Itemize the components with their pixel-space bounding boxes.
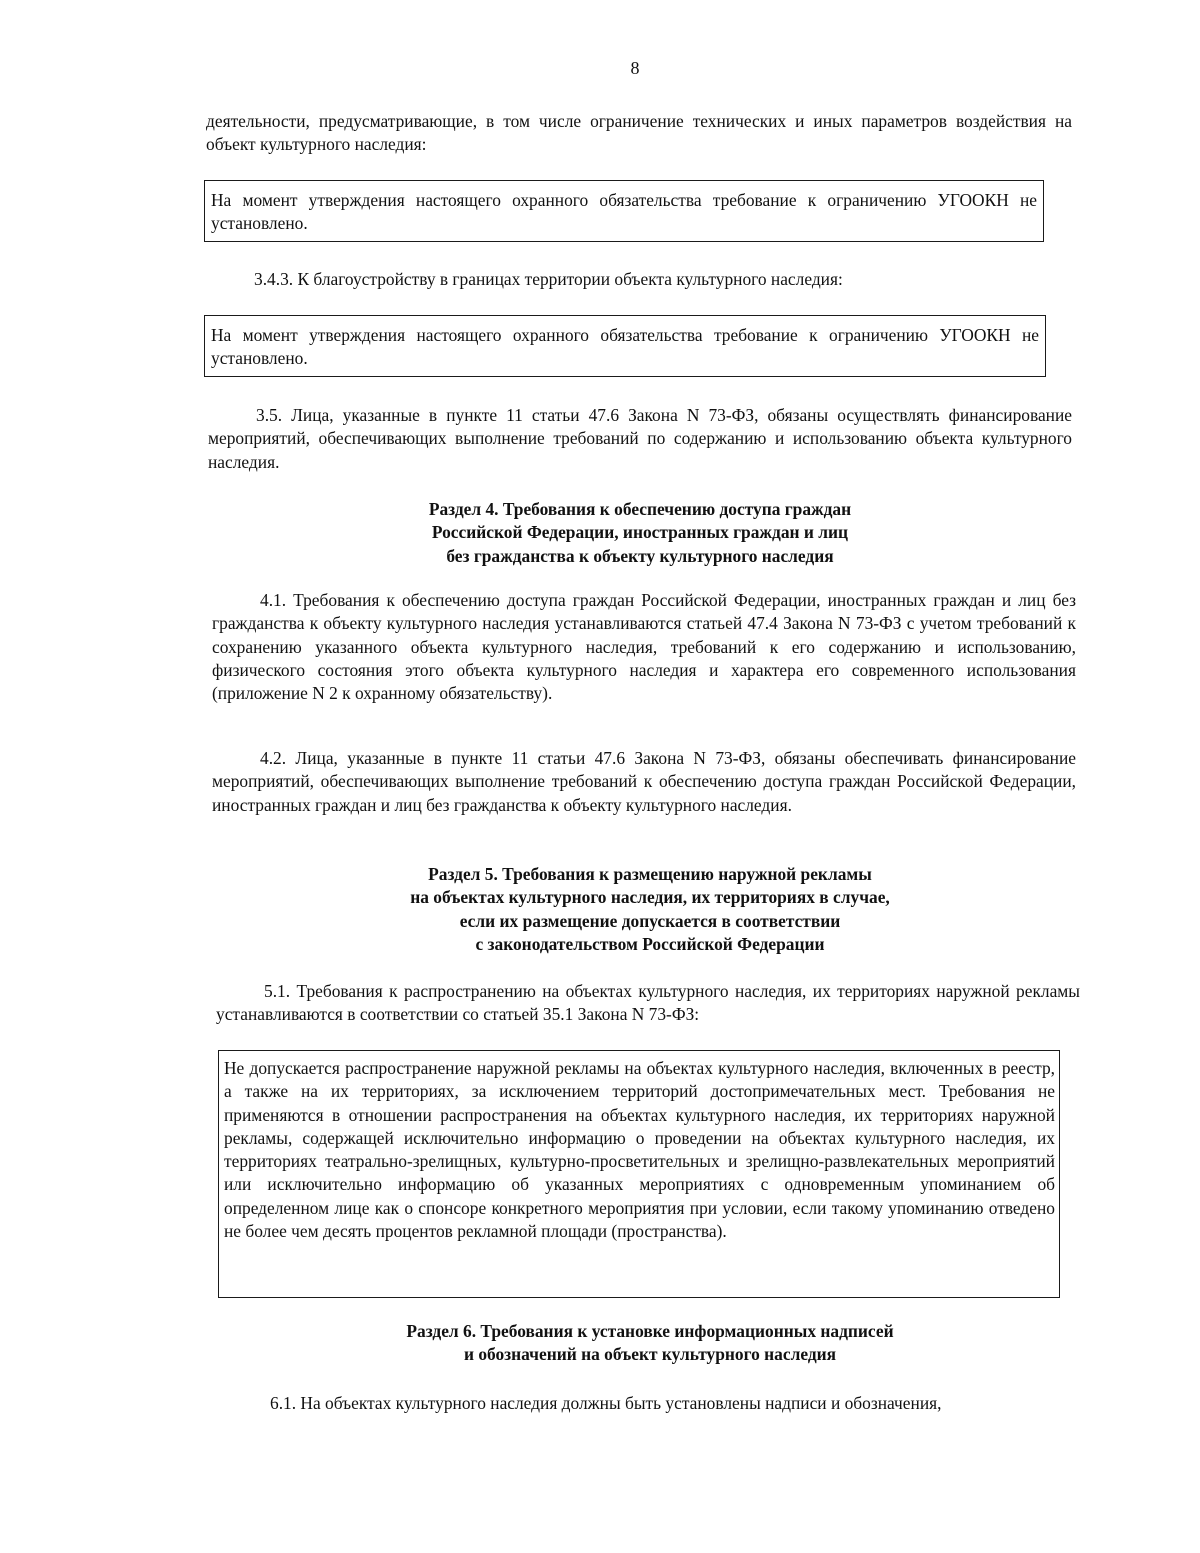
section-4-title-line-3: без гражданства к объекту культурного наследия [446, 545, 834, 566]
requirement-box-3-text: Не допускается распространение наружной рекламы на объектах культурного наследия, включенных в реестр, а также на их территориях, за исключением территорий достопримечательных мест. Требования не применяются в отношении распространения на объектах культурного наследия, их территориях наружной рекламы, содержащей исключительно информацию о проведении на объектах культурного наследия, их территориях театрально-зрелищных, культурно-просветительных и зрелищно-развлекательных мероприятий или исключительно информацию об указанных мероприятиях с одновременным упоминанием об определенном лице как о спонсоре конкретного мероприятия при условии, если такому упоминанию отведено не более чем десять процентов рекламной площади (пространства). [224, 1058, 1055, 1242]
section-4-title-line-1: Раздел 4. Требования к обеспечению доступа граждан [428, 499, 852, 519]
clause-3-4-3: 3.4.3. К благоустройству в границах территории объекта культурного наследия: [254, 269, 843, 289]
clause-4-2: 4.2. Лица, указанные в пункте 11 статьи 47.6 Закона N 73-ФЗ, обязаны обеспечивать финансирование мероприятий, обеспечивающих выполнение требований к обеспечению доступа граждан Российской Федерации, иностранных граждан и лиц без гражданства к объекту культурного наследия. [212, 748, 1076, 815]
section-5-title-line-3: если их размещение допускается в соответствии [459, 910, 841, 931]
requirement-box-1 [204, 180, 1044, 242]
clause-5-1: 5.1. Требования к распространению на объектах культурного наследия, их территориях наружной рекламы устанавливаются в соответствии со статьей 35.1 Закона N 73-ФЗ: [216, 981, 1080, 1025]
section-5-title-line-4: с законодательством Российской Федерации [475, 933, 825, 954]
clause-4-1: 4.1. Требования к обеспечению доступа граждан Российской Федерации, иностранных граждан и лиц без гражданства к объекту культурного наследия устанавливаются статьей 47.4 Закона N 73-ФЗ с учетом требований к сохранению указанного объекта культурного наследия, требований к его содержанию и использованию, физического состояния этого объекта культурного наследия и характера его современного использования (приложение N 2 к охранному обязательству). [212, 590, 1076, 704]
section-6-heading [300, 1320, 1000, 1367]
clause-3-5: 3.5. Лица, указанные в пункте 11 статьи 47.6 Закона N 73-ФЗ, обязаны осуществлять финансирование мероприятий, обеспечивающих выполнение требований по содержанию и использованию объекта культурного наследия. [208, 405, 1072, 472]
requirement-box-3 [218, 1050, 1060, 1298]
section-5-title-line-1: Раздел 5. Требования к размещению наружной рекламы [428, 864, 872, 884]
section-6-title-line-1: Раздел 6. Требования к установке информационных надписей [406, 1321, 894, 1341]
section-4-title-line-2: Российской Федерации, иностранных граждан и лиц [431, 522, 849, 543]
page-number: 8 [630, 58, 640, 78]
section-4-heading [300, 498, 980, 568]
section-5-heading [300, 863, 1000, 956]
section-6-title-line-2: и обозначений на объект культурного наследия [463, 1344, 837, 1365]
requirement-box-2-text: На момент утверждения настоящего охранного обязательства требование к ограничению УГООКН не установлено. [211, 325, 1039, 369]
requirement-box-1-text: На момент утверждения настоящего охранного обязательства требование к ограничению УГООКН не установлено. [211, 190, 1037, 234]
clause-6-1: 6.1. На объектах культурного наследия должны быть установлены надписи и обозначения, [270, 1393, 942, 1413]
requirement-box-2 [204, 315, 1046, 377]
intro-paragraph: деятельности, предусматривающие, в том числе ограничение технических и иных параметров воздействия на объект культурного наследия: [206, 111, 1072, 155]
section-5-title-line-2: на объектах культурного наследия, их территориях в случае, [410, 887, 890, 908]
